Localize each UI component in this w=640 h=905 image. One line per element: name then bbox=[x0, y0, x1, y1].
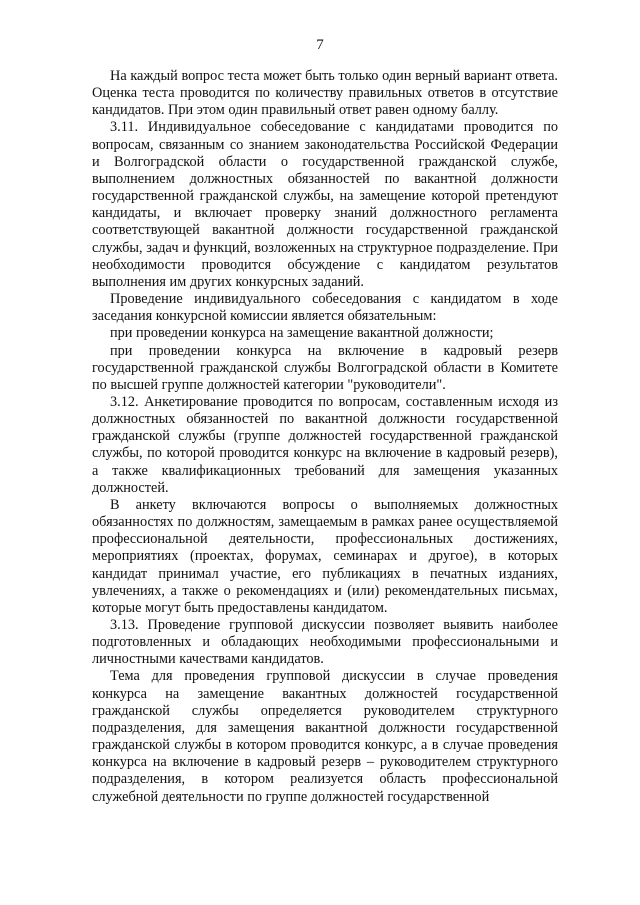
document-body bbox=[92, 68, 558, 806]
paragraph-discussion-topic: Тема для проведения групповой дискуссии в случае проведения конкурса на замещение вакантных должностей государственной гражданской службы определяется руководителем структурного подразделения, для замещения вакантной должности государственной гражданской службы в котором проводится конкурс, а в случае проведения конкурса на включение в кадровый резерв – руководителем структурного подразделения, в котором реализуется область профессиональной служебной деятельности по группе должностей государственной bbox=[92, 668, 558, 805]
paragraph-interview-mandatory: Проведение индивидуального собеседования с кандидатом в ходе заседания конкурсной комиссии является обязательным: bbox=[92, 291, 558, 325]
page-number: 7 bbox=[316, 37, 324, 53]
paragraph-vacancy-competition: при проведении конкурса на замещение вакантной должности; bbox=[110, 325, 494, 342]
paragraph-3-11-interview: 3.11. Индивидуальное собеседование с кандидатами проводится по вопросам, связанным со знанием законодательства Российской Федерации и Волгоградской области о государственной гражданской службе, выполнением должностных обязанностей по вакантной должности государственной гражданской службы, на замещение которой претендуют кандидаты, и включает проверку знаний должностного регламента соответствующей вакантной должности государственной гражданской службы, задач и функций, возложенных на структурное подразделение. При необходимости проводится обсуждение с кандидатом результатов выполнения им других конкурсных заданий. bbox=[92, 119, 558, 290]
paragraph-test-scoring: На каждый вопрос теста может быть только один верный вариант ответа. Оценка теста проводится по количеству правильных ответов в отсутствие кандидатов. При этом один правильный ответ равен одному баллу. bbox=[92, 68, 558, 119]
paragraph-3-13-group-discussion: 3.13. Проведение групповой дискуссии позволяет выявить наиболее подготовленных и обладающих необходимыми профессиональными и личностными качествами кандидатов. bbox=[92, 617, 558, 668]
paragraph-questionnaire-contents: В анкету включаются вопросы о выполняемых должностных обязанностях по должностям, замещаемым в рамках ранее осуществляемой профессиональной деятельности, профессиональных достижениях, мероприятиях (проектах, форумах, семинарах и другое), в которых кандидат принимал участие, его публикациях в печатных изданиях, увлечениях, а также о рекомендациях и (или) рекомендательных письмах, которые могут быть предоставлены кандидатом. bbox=[92, 496, 558, 616]
paragraph-3-12-questionnaire: 3.12. Анкетирование проводится по вопросам, составленным исходя из должностных обязанностей по вакантной должности государственной гражданской службы (группе должностей государственной гражданской службы, по которой проводится конкурс на включение в кадровый резерв), а также квалификационных требований для замещения указанных должностей. bbox=[92, 393, 558, 496]
paragraph-reserve-competition: при проведении конкурса на включение в кадровый резерв государственной гражданской службы Волгоградской области в Комитете по высшей группе должностей категории "руководители". bbox=[92, 342, 558, 393]
